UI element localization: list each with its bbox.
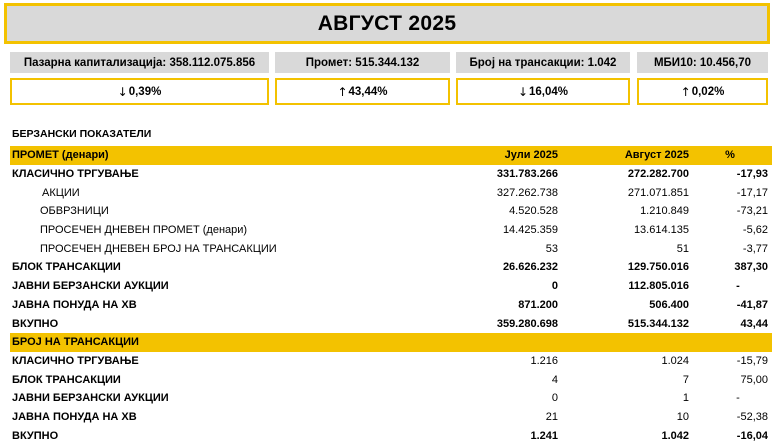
row-label: ОБВРЗНИЦИ: [40, 205, 109, 218]
kpi-transactions: [456, 52, 630, 105]
row-value-percent: -73,21: [736, 205, 768, 218]
row-value-august: 506.400: [649, 298, 689, 311]
header-col-august: Август 2025: [624, 149, 689, 162]
kpi-change-box: [637, 78, 768, 105]
table-row: [10, 183, 772, 202]
table-row: [10, 352, 772, 371]
stock-indicators-table: [10, 146, 772, 444]
table-row: [10, 277, 772, 296]
table-row: [10, 389, 772, 408]
table-row: [10, 202, 772, 221]
row-value-july: 26.626.232: [502, 261, 558, 274]
table-row: [10, 408, 772, 427]
kpi-market-cap: [10, 52, 269, 105]
section-title: БЕРЗАНСКИ ПОКАЗАТЕЛИ: [12, 128, 152, 140]
row-label: ПРОСЕЧЕН ДНЕВЕН ПРОМЕТ (денари): [40, 224, 248, 237]
header-col-july: Јули 2025: [504, 149, 558, 162]
kpi-label: Промет: 515.344.132: [275, 52, 450, 73]
arrow-down-icon: ↓: [117, 84, 128, 99]
table-row: [10, 165, 772, 184]
row-value-percent: -3,77: [742, 242, 768, 255]
kpi-change-box: [10, 78, 269, 105]
row-value-july: 1.216: [530, 354, 558, 367]
kpi-change-value: 43,44%: [348, 85, 388, 98]
row-value-august: 10: [676, 410, 689, 423]
row-label: ЈАВНИ БЕРЗАНСКИ АУКЦИИ: [12, 392, 169, 405]
table-row: [10, 239, 772, 258]
table-row: [10, 221, 772, 240]
row-value-august: 1.210.849: [640, 205, 689, 218]
header-label: БРОЈ НА ТРАНСАКЦИИ: [12, 336, 139, 349]
row-value-percent: -16,04: [736, 429, 768, 442]
row-label: ВКУПНО: [12, 429, 59, 442]
row-value-august: 112.805.016: [628, 280, 689, 293]
arrow-up-icon: ↑: [337, 84, 348, 99]
report-title: АВГУСТ 2025: [317, 11, 457, 35]
row-value-percent: -17,17: [736, 186, 768, 199]
row-value-percent: 43,44: [740, 317, 768, 330]
kpi-change-box: [275, 78, 450, 105]
table-row: [10, 258, 772, 277]
kpi-change-value: 0,02%: [691, 85, 725, 98]
kpi-label: Пазарна капитализација: 358.112.075.856: [10, 52, 269, 73]
row-value-july: 0: [551, 280, 558, 293]
arrow-down-icon: ↓: [517, 84, 529, 99]
row-label: КЛАСИЧНО ТРГУВАЊЕ: [12, 168, 139, 181]
kpi-label: Број на трансакции: 1.042: [456, 52, 630, 73]
transactions-header-row: [10, 333, 772, 352]
row-label: ЈАВНА ПОНУДА НА ХВ: [12, 298, 137, 311]
table-row-total: [10, 426, 772, 444]
row-label: БЛОК ТРАНСАКЦИИ: [12, 261, 121, 274]
table-row-total: [10, 314, 772, 333]
kpi-change-box: [456, 78, 630, 105]
row-value-july: 359.280.698: [496, 317, 558, 330]
row-label: АКЦИИ: [42, 186, 80, 199]
row-value-july: 871.200: [518, 298, 558, 311]
row-value-august: 129.750.016: [627, 261, 689, 274]
header-col-percent: %: [725, 149, 735, 162]
row-value-percent: -41,87: [736, 298, 768, 311]
row-value-july: 4: [551, 373, 558, 386]
table-row: [10, 296, 772, 315]
row-label: ПРОСЕЧЕН ДНЕВЕН БРОЈ НА ТРАНСАКЦИИ: [40, 242, 277, 255]
row-value-percent: -15,79: [736, 354, 768, 367]
kpi-change-value: 16,04%: [529, 85, 569, 98]
row-value-august: 272.282.700: [627, 168, 689, 181]
row-value-august: 51: [676, 242, 689, 255]
row-label: БЛОК ТРАНСАКЦИИ: [12, 373, 121, 386]
table-row: [10, 370, 772, 389]
row-label: ЈАВНА ПОНУДА НА ХВ: [12, 410, 137, 423]
row-value-august: 515.344.132: [627, 317, 689, 330]
kpi-turnover: [275, 52, 450, 105]
kpi-label: МБИ10: 10.456,70: [637, 52, 768, 73]
row-value-percent: -17,93: [736, 168, 768, 181]
row-value-august: 13.614.135: [633, 224, 689, 237]
row-label: КЛАСИЧНО ТРГУВАЊЕ: [12, 354, 139, 367]
row-value-percent: -: [736, 392, 740, 405]
kpi-change-value: 0,39%: [128, 85, 162, 98]
row-value-august: 271.071.851: [627, 186, 689, 199]
row-value-august: 1.024: [661, 354, 689, 367]
turnover-header-row: [10, 146, 772, 165]
header-label: ПРОМЕТ (денари): [12, 149, 109, 162]
row-value-august: 1.042: [661, 429, 689, 442]
row-value-july: 4.520.528: [509, 205, 558, 218]
row-label: ЈАВНИ БЕРЗАНСКИ АУКЦИИ: [12, 280, 169, 293]
row-value-july: 327.262.738: [496, 186, 558, 199]
row-value-percent: -: [736, 280, 740, 293]
report-title-bar: [4, 3, 770, 44]
row-value-july: 53: [545, 242, 558, 255]
row-value-july: 331.783.266: [496, 168, 558, 181]
row-value-percent: -52,38: [736, 410, 768, 423]
row-value-july: 14.425.359: [502, 224, 558, 237]
row-value-august: 1: [682, 392, 689, 405]
arrow-up-icon: ↑: [680, 84, 691, 99]
row-value-percent: 75,00: [740, 373, 768, 386]
row-value-july: 1.241: [530, 429, 558, 442]
row-value-july: 0: [551, 392, 558, 405]
row-value-percent: 387,30: [734, 261, 768, 274]
row-label: ВКУПНО: [12, 317, 59, 330]
kpi-mbi10: [637, 52, 768, 105]
row-value-july: 21: [545, 410, 558, 423]
row-value-august: 7: [682, 373, 689, 386]
row-value-percent: -5,62: [742, 224, 768, 237]
